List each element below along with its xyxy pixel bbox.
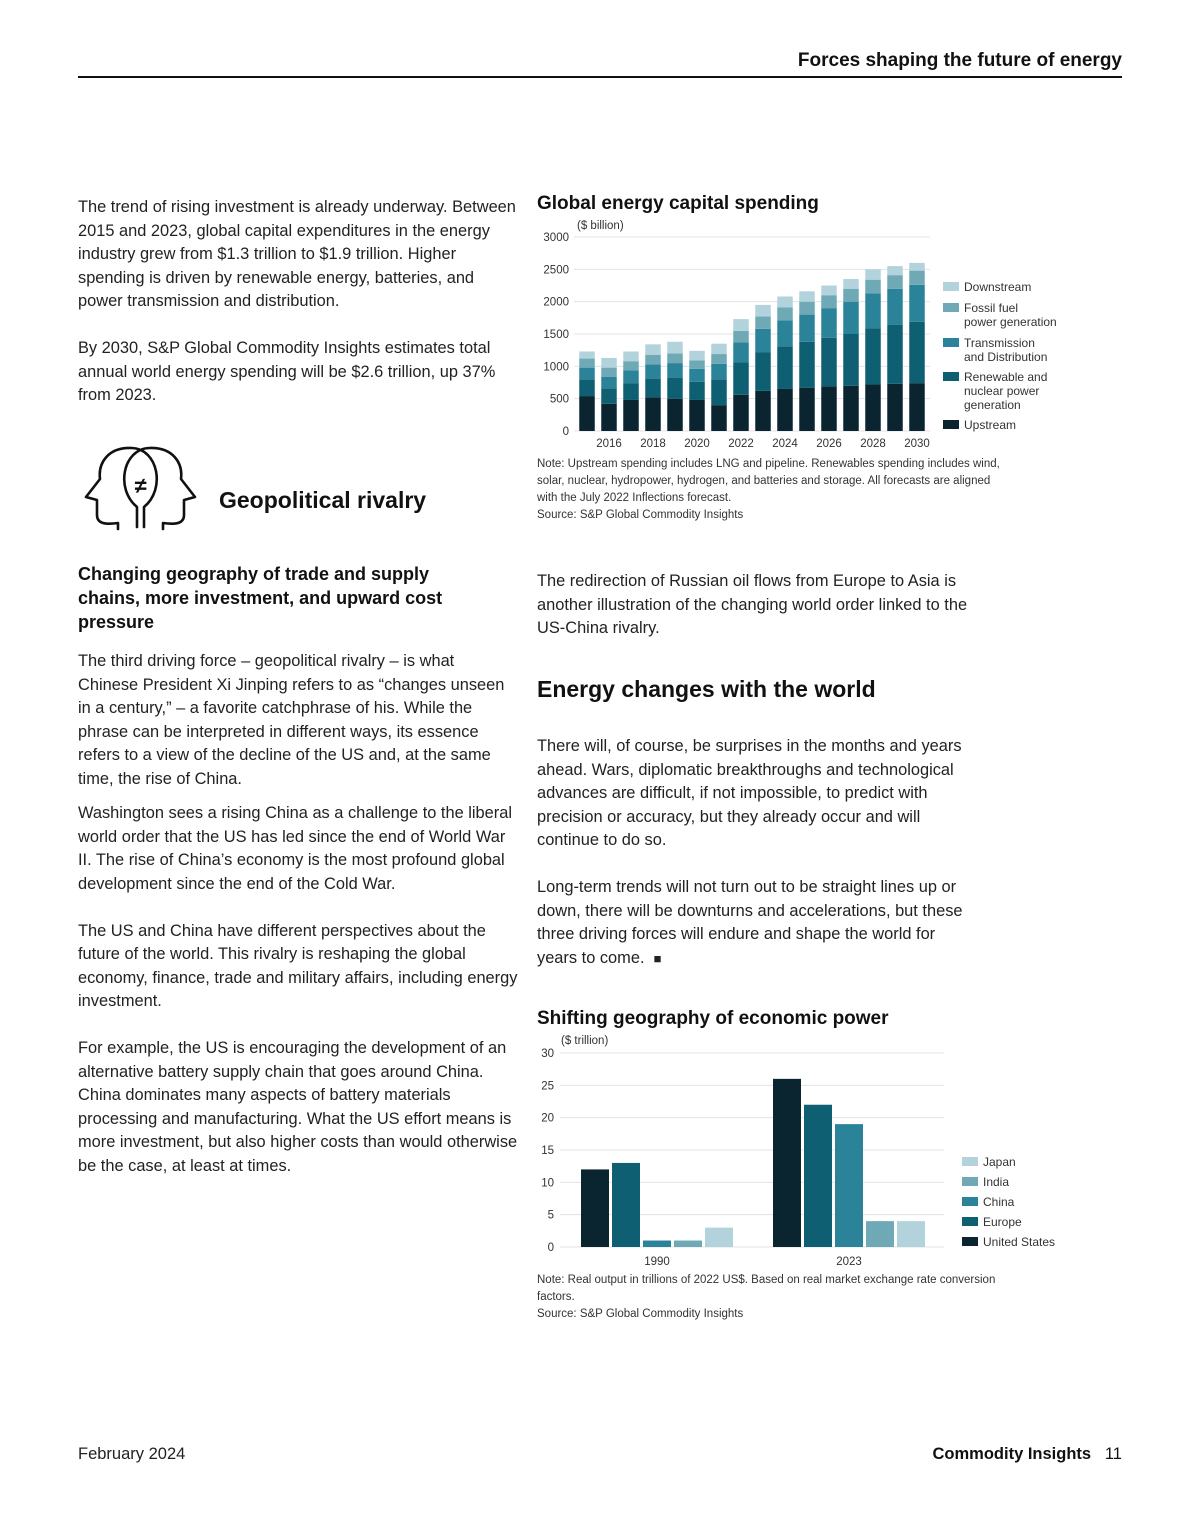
chart1-bar-upstream-2015 xyxy=(579,396,595,431)
chart1-bar-fossil-fuel-power-generation-2029 xyxy=(887,275,903,289)
chart1-bar-downstream-2015 xyxy=(579,351,595,358)
chart1-legend-swatch xyxy=(943,282,959,291)
chart2-legend-label: India xyxy=(983,1175,1010,1189)
chart1-bar-upstream-2022 xyxy=(733,395,749,431)
chart2-y-tick-label: 5 xyxy=(547,1209,554,1222)
chart2-legend-swatch xyxy=(962,1217,978,1226)
chart1-bar-upstream-2030 xyxy=(909,383,925,431)
chart1-bar-fossil-fuel-power-generation-2017 xyxy=(623,361,639,370)
chart1-legend-swatch xyxy=(943,372,959,381)
right-column-text-2 xyxy=(537,735,977,970)
footer-page-number: 11 xyxy=(1104,1445,1122,1463)
chart1-bar-transmission-and-distribution-2030 xyxy=(909,285,925,322)
long-term-text: Long-term trends will not turn out to be straight lines up or down, there will be downturns and accelerations, but these three driving forces will endure and shape the world for years to come. xyxy=(537,878,963,967)
chart2-y-tick-label: 0 xyxy=(547,1242,554,1254)
economic-power-chart xyxy=(530,1044,950,1270)
chart1-bar-downstream-2019 xyxy=(667,342,683,354)
chart1-legend-swatch xyxy=(943,338,959,347)
chart1-y-tick-label: 500 xyxy=(549,393,569,406)
chart1-bar-fossil-fuel-power-generation-2019 xyxy=(667,353,683,363)
chart2-bar-europe-1990 xyxy=(612,1163,640,1247)
chart2-legend-swatch xyxy=(962,1197,978,1206)
chart1-bar-fossil-fuel-power-generation-2020 xyxy=(689,361,705,369)
chart1-bar-renewable-and-nuclear-power-generation-2021 xyxy=(711,379,727,405)
chart1-bar-downstream-2021 xyxy=(711,344,727,354)
chart1-bar-upstream-2021 xyxy=(711,405,727,431)
chart1-x-tick-label: 2018 xyxy=(640,438,666,450)
chart1-bar-renewable-and-nuclear-power-generation-2030 xyxy=(909,322,925,383)
chart1-y-tick-label: 1500 xyxy=(543,329,569,341)
chart1-x-tick-label: 2030 xyxy=(904,438,930,450)
intro-paragraph-2: By 2030, S&P Global Commodity Insights estimates total annual world energy spending will be $2.6 trillion, up 37% from 2023. xyxy=(78,339,496,404)
chart1-bar-downstream-2016 xyxy=(601,358,617,368)
paragraph-washington: Washington sees a rising China as a challenge to the liberal world order that the US has led since the end of World War II. The rise of China’s economy is the most profound global development since the end of the Cold War. xyxy=(78,804,512,893)
chart1-bar-downstream-2027 xyxy=(843,279,859,289)
chart2-y-tick-label: 30 xyxy=(541,1048,554,1060)
chart1-bar-renewable-and-nuclear-power-generation-2029 xyxy=(887,325,903,384)
chart1-note-line: Source: S&P Global Commodity Insights xyxy=(537,509,744,521)
chart1-bar-upstream-2020 xyxy=(689,400,705,431)
right-column-text-1 xyxy=(537,570,977,641)
chart2-note-line: factors. xyxy=(537,1291,575,1303)
chart1-bar-transmission-and-distribution-2021 xyxy=(711,364,727,380)
chart1-bar-downstream-2025 xyxy=(799,291,815,301)
chart1-bar-renewable-and-nuclear-power-generation-2017 xyxy=(623,383,639,400)
chart2-legend-swatch xyxy=(962,1157,978,1166)
chart1-bar-fossil-fuel-power-generation-2027 xyxy=(843,289,859,302)
header-divider xyxy=(78,76,1122,78)
left-column-intro xyxy=(78,196,518,408)
paragraph-long-term xyxy=(537,876,977,970)
footer-date: February 2024 xyxy=(78,1445,186,1463)
chart1-bar-downstream-2024 xyxy=(777,296,793,307)
chart2-bar-europe-2023 xyxy=(804,1105,832,1247)
chart1-note xyxy=(537,456,1097,524)
chart1-bar-transmission-and-distribution-2018 xyxy=(645,364,661,378)
chart1-x-tick-label: 2028 xyxy=(860,438,886,450)
chart1-bar-fossil-fuel-power-generation-2023 xyxy=(755,317,771,329)
chart1-bar-fossil-fuel-power-generation-2022 xyxy=(733,331,749,343)
chart2-unit-label: ($ trillion) xyxy=(561,1035,609,1047)
chart1-bar-upstream-2028 xyxy=(865,384,881,431)
chart2-bar-india-1990 xyxy=(674,1241,702,1247)
chart2-note xyxy=(537,1272,1097,1323)
chart1-note-line: Note: Upstream spending includes LNG and pipeline. Renewables spending includes wind, xyxy=(537,458,1000,470)
chart1-bar-transmission-and-distribution-2023 xyxy=(755,329,771,352)
chart1-bar-upstream-2027 xyxy=(843,386,859,431)
chart2-legend-swatch xyxy=(962,1237,978,1246)
chart1-bar-downstream-2029 xyxy=(887,266,903,275)
chart1-bar-renewable-and-nuclear-power-generation-2028 xyxy=(865,328,881,384)
footer-brand xyxy=(933,1445,1123,1464)
chart2-legend-label: China xyxy=(983,1195,1015,1209)
chart1-bar-upstream-2023 xyxy=(755,391,771,431)
chart1-bar-fossil-fuel-power-generation-2018 xyxy=(645,355,661,365)
chart2-bar-united-states-2023 xyxy=(773,1079,801,1247)
chart1-bar-upstream-2017 xyxy=(623,400,639,431)
geopolitical-rivalry-heading: Geopolitical rivalry xyxy=(219,487,427,513)
chart2-x-tick-label: 1990 xyxy=(644,1256,670,1268)
chart1-bar-fossil-fuel-power-generation-2030 xyxy=(909,271,925,285)
chart1-bar-downstream-2028 xyxy=(865,269,881,279)
chart1-bar-transmission-and-distribution-2028 xyxy=(865,293,881,328)
chart2-bar-india-2023 xyxy=(866,1221,894,1247)
chart1-legend-label: Upstream xyxy=(964,418,1017,432)
chart1-bar-renewable-and-nuclear-power-generation-2019 xyxy=(667,378,683,399)
chart1-bar-downstream-2026 xyxy=(821,286,837,296)
chart1-legend-label: Transmission and Distribution xyxy=(964,336,1048,364)
chart2-x-tick-label: 2023 xyxy=(836,1256,862,1268)
chart1-legend-label: Downstream xyxy=(964,280,1032,294)
chart1-legend-swatch xyxy=(943,303,959,312)
chart2-legend-label: Europe xyxy=(983,1215,1022,1229)
chart2-legend-label: United States xyxy=(983,1235,1056,1249)
chart1-bar-fossil-fuel-power-generation-2015 xyxy=(579,359,595,368)
chart1-bar-renewable-and-nuclear-power-generation-2024 xyxy=(777,346,793,389)
chart1-bar-downstream-2030 xyxy=(909,263,925,271)
chart1-bar-renewable-and-nuclear-power-generation-2027 xyxy=(843,334,859,386)
chart1-bar-transmission-and-distribution-2025 xyxy=(799,315,815,342)
chart1-bar-fossil-fuel-power-generation-2026 xyxy=(821,295,837,308)
chart1-bar-upstream-2016 xyxy=(601,404,617,431)
chart1-bar-downstream-2018 xyxy=(645,344,661,354)
chart1-bar-transmission-and-distribution-2020 xyxy=(689,369,705,382)
chart1-bar-renewable-and-nuclear-power-generation-2016 xyxy=(601,388,617,404)
footer-brand-name: Commodity Insights xyxy=(932,1445,1092,1463)
chart1-bar-transmission-and-distribution-2029 xyxy=(887,289,903,325)
chart1-bar-transmission-and-distribution-2027 xyxy=(843,302,859,334)
energy-changes-heading: Energy changes with the world xyxy=(537,676,876,702)
chart1-bar-transmission-and-distribution-2022 xyxy=(733,342,749,362)
chart1-legend-swatch xyxy=(943,420,959,429)
chart1-x-tick-label: 2016 xyxy=(596,438,622,450)
chart2-y-tick-label: 20 xyxy=(541,1112,554,1125)
chart1-legend xyxy=(943,280,1093,440)
chart1-bar-renewable-and-nuclear-power-generation-2025 xyxy=(799,342,815,388)
chart1-bar-renewable-and-nuclear-power-generation-2015 xyxy=(579,379,595,396)
chart1-bar-upstream-2018 xyxy=(645,397,661,431)
chart1-unit-label: ($ billion) xyxy=(577,220,624,232)
chart1-bar-upstream-2019 xyxy=(667,399,683,431)
chart1-x-tick-label: 2020 xyxy=(684,438,710,450)
chart1-y-tick-label: 3000 xyxy=(543,232,569,244)
chart2-bar-china-1990 xyxy=(643,1241,671,1247)
chart1-bar-fossil-fuel-power-generation-2028 xyxy=(865,280,881,294)
chart1-bar-downstream-2023 xyxy=(755,305,771,317)
chart1-bar-transmission-and-distribution-2015 xyxy=(579,368,595,380)
chart1-x-tick-label: 2022 xyxy=(728,438,754,450)
chart1-bar-fossil-fuel-power-generation-2016 xyxy=(601,368,617,377)
paragraph-us-china: The US and China have different perspectives about the future of the world. This rivalry is reshaping the global economy, finance, trade and military affairs, including energy investment. xyxy=(78,921,518,1010)
chart1-bar-transmission-and-distribution-2017 xyxy=(623,370,639,383)
chart1-note-line: solar, nuclear, hydropower, hydrogen, and batteries and storage. All forecasts are aligned xyxy=(537,475,991,487)
chart2-note-line: Note: Real output in trillions of 2022 US$. Based on real market exchange rate conversion xyxy=(537,1274,996,1286)
paragraph-russian-oil: The redirection of Russian oil flows from Europe to Asia is another illustration of the changing world order linked to the US-China rivalry. xyxy=(537,572,968,637)
chart1-y-tick-label: 2000 xyxy=(543,296,569,309)
chart1-bar-upstream-2026 xyxy=(821,386,837,431)
chart1-bar-renewable-and-nuclear-power-generation-2018 xyxy=(645,379,661,398)
geopolitical-rivalry-icon xyxy=(78,445,203,533)
chart2-y-tick-label: 10 xyxy=(541,1177,554,1190)
chart1-bar-renewable-and-nuclear-power-generation-2020 xyxy=(689,382,705,400)
chart1-bar-transmission-and-distribution-2016 xyxy=(601,377,617,389)
svg-text:≠: ≠ xyxy=(134,473,147,498)
geopolitical-subheading: Changing geography of trade and supply chains, more investment, and upward cost pressure xyxy=(78,564,443,632)
chart2-bar-united-states-1990 xyxy=(581,1169,609,1247)
energy-spending-chart xyxy=(530,228,960,454)
intro-paragraph-1: The trend of rising investment is already underway. Between 2015 and 2023, global capital expenditures in the energy industry grew from $1.3 trillion to $1.9 trillion. Higher spending is driven by renewable energy, batteries, and power transmission and distribution. xyxy=(78,198,516,310)
chart1-x-tick-label: 2024 xyxy=(772,438,798,450)
chart1-bar-renewable-and-nuclear-power-generation-2026 xyxy=(821,338,837,387)
chart1-bar-transmission-and-distribution-2026 xyxy=(821,308,837,338)
chart2-bar-china-2023 xyxy=(835,1124,863,1247)
chart1-bar-fossil-fuel-power-generation-2021 xyxy=(711,354,727,364)
chart2-legend-swatch xyxy=(962,1177,978,1186)
paragraph-surprises: There will, of course, be surprises in the months and years ahead. Wars, diplomatic breakthroughs and technological advances are difficult, if not impossible, to predict with precision or accuracy, but they already occur and will continue to do so. xyxy=(537,737,962,849)
chart1-y-tick-label: 1000 xyxy=(543,361,569,374)
chart1-bar-renewable-and-nuclear-power-generation-2023 xyxy=(755,352,771,391)
chart2-title: Shifting geography of economic power xyxy=(537,1008,889,1029)
chart1-bar-downstream-2017 xyxy=(623,351,639,361)
chart2-legend xyxy=(962,1155,1092,1255)
chart1-bar-upstream-2025 xyxy=(799,388,815,431)
paragraph-xi-jinping: The third driving force – geopolitical rivalry – is what Chinese President Xi Jinping refers to as “changes unseen in a century,” – a favorite catchphrase of his. While the phrase can be interpreted in different ways, its essence refers to a view of the decline of the US and, at the same time, the rise of China. xyxy=(78,652,505,788)
chart2-y-tick-label: 15 xyxy=(541,1145,554,1157)
chart1-y-tick-label: 2500 xyxy=(543,264,569,277)
chart2-bar-japan-2023 xyxy=(897,1221,925,1247)
paragraph-battery: For example, the US is encouraging the development of an alternative battery supply chain that goes around China. China dominates many aspects of battery materials processing and manufacturing. What the US effort means is more investment, but also higher costs than would otherwise be the case, at least at times. xyxy=(78,1039,518,1175)
chart1-bar-upstream-2024 xyxy=(777,389,793,431)
chart2-note-line: Source: S&P Global Commodity Insights xyxy=(537,1308,744,1320)
chart1-legend-label: Fossil fuel power generation xyxy=(964,301,1057,329)
chart1-x-tick-label: 2026 xyxy=(816,438,842,450)
chart1-legend-label: Renewable and nuclear power generation xyxy=(964,370,1048,412)
chart1-title: Global energy capital spending xyxy=(537,193,819,214)
chart1-bar-transmission-and-distribution-2019 xyxy=(667,363,683,378)
chart1-bar-downstream-2020 xyxy=(689,351,705,361)
chart1-bar-transmission-and-distribution-2024 xyxy=(777,320,793,346)
chart1-bar-fossil-fuel-power-generation-2025 xyxy=(799,302,815,315)
running-header: Forces shaping the future of energy xyxy=(797,50,1122,71)
chart1-note-line: with the July 2022 Inflections forecast. xyxy=(537,492,732,504)
chart1-y-tick-label: 0 xyxy=(562,426,569,438)
chart2-y-tick-label: 25 xyxy=(541,1080,554,1093)
chart1-bar-fossil-fuel-power-generation-2024 xyxy=(777,307,793,320)
end-mark: ■ xyxy=(653,950,662,966)
chart2-bar-japan-1990 xyxy=(705,1228,733,1247)
left-column-body xyxy=(78,650,518,1178)
chart1-bar-renewable-and-nuclear-power-generation-2022 xyxy=(733,362,749,394)
chart2-legend-label: Japan xyxy=(983,1155,1016,1169)
chart1-bar-upstream-2029 xyxy=(887,384,903,431)
chart1-bar-downstream-2022 xyxy=(733,319,749,331)
